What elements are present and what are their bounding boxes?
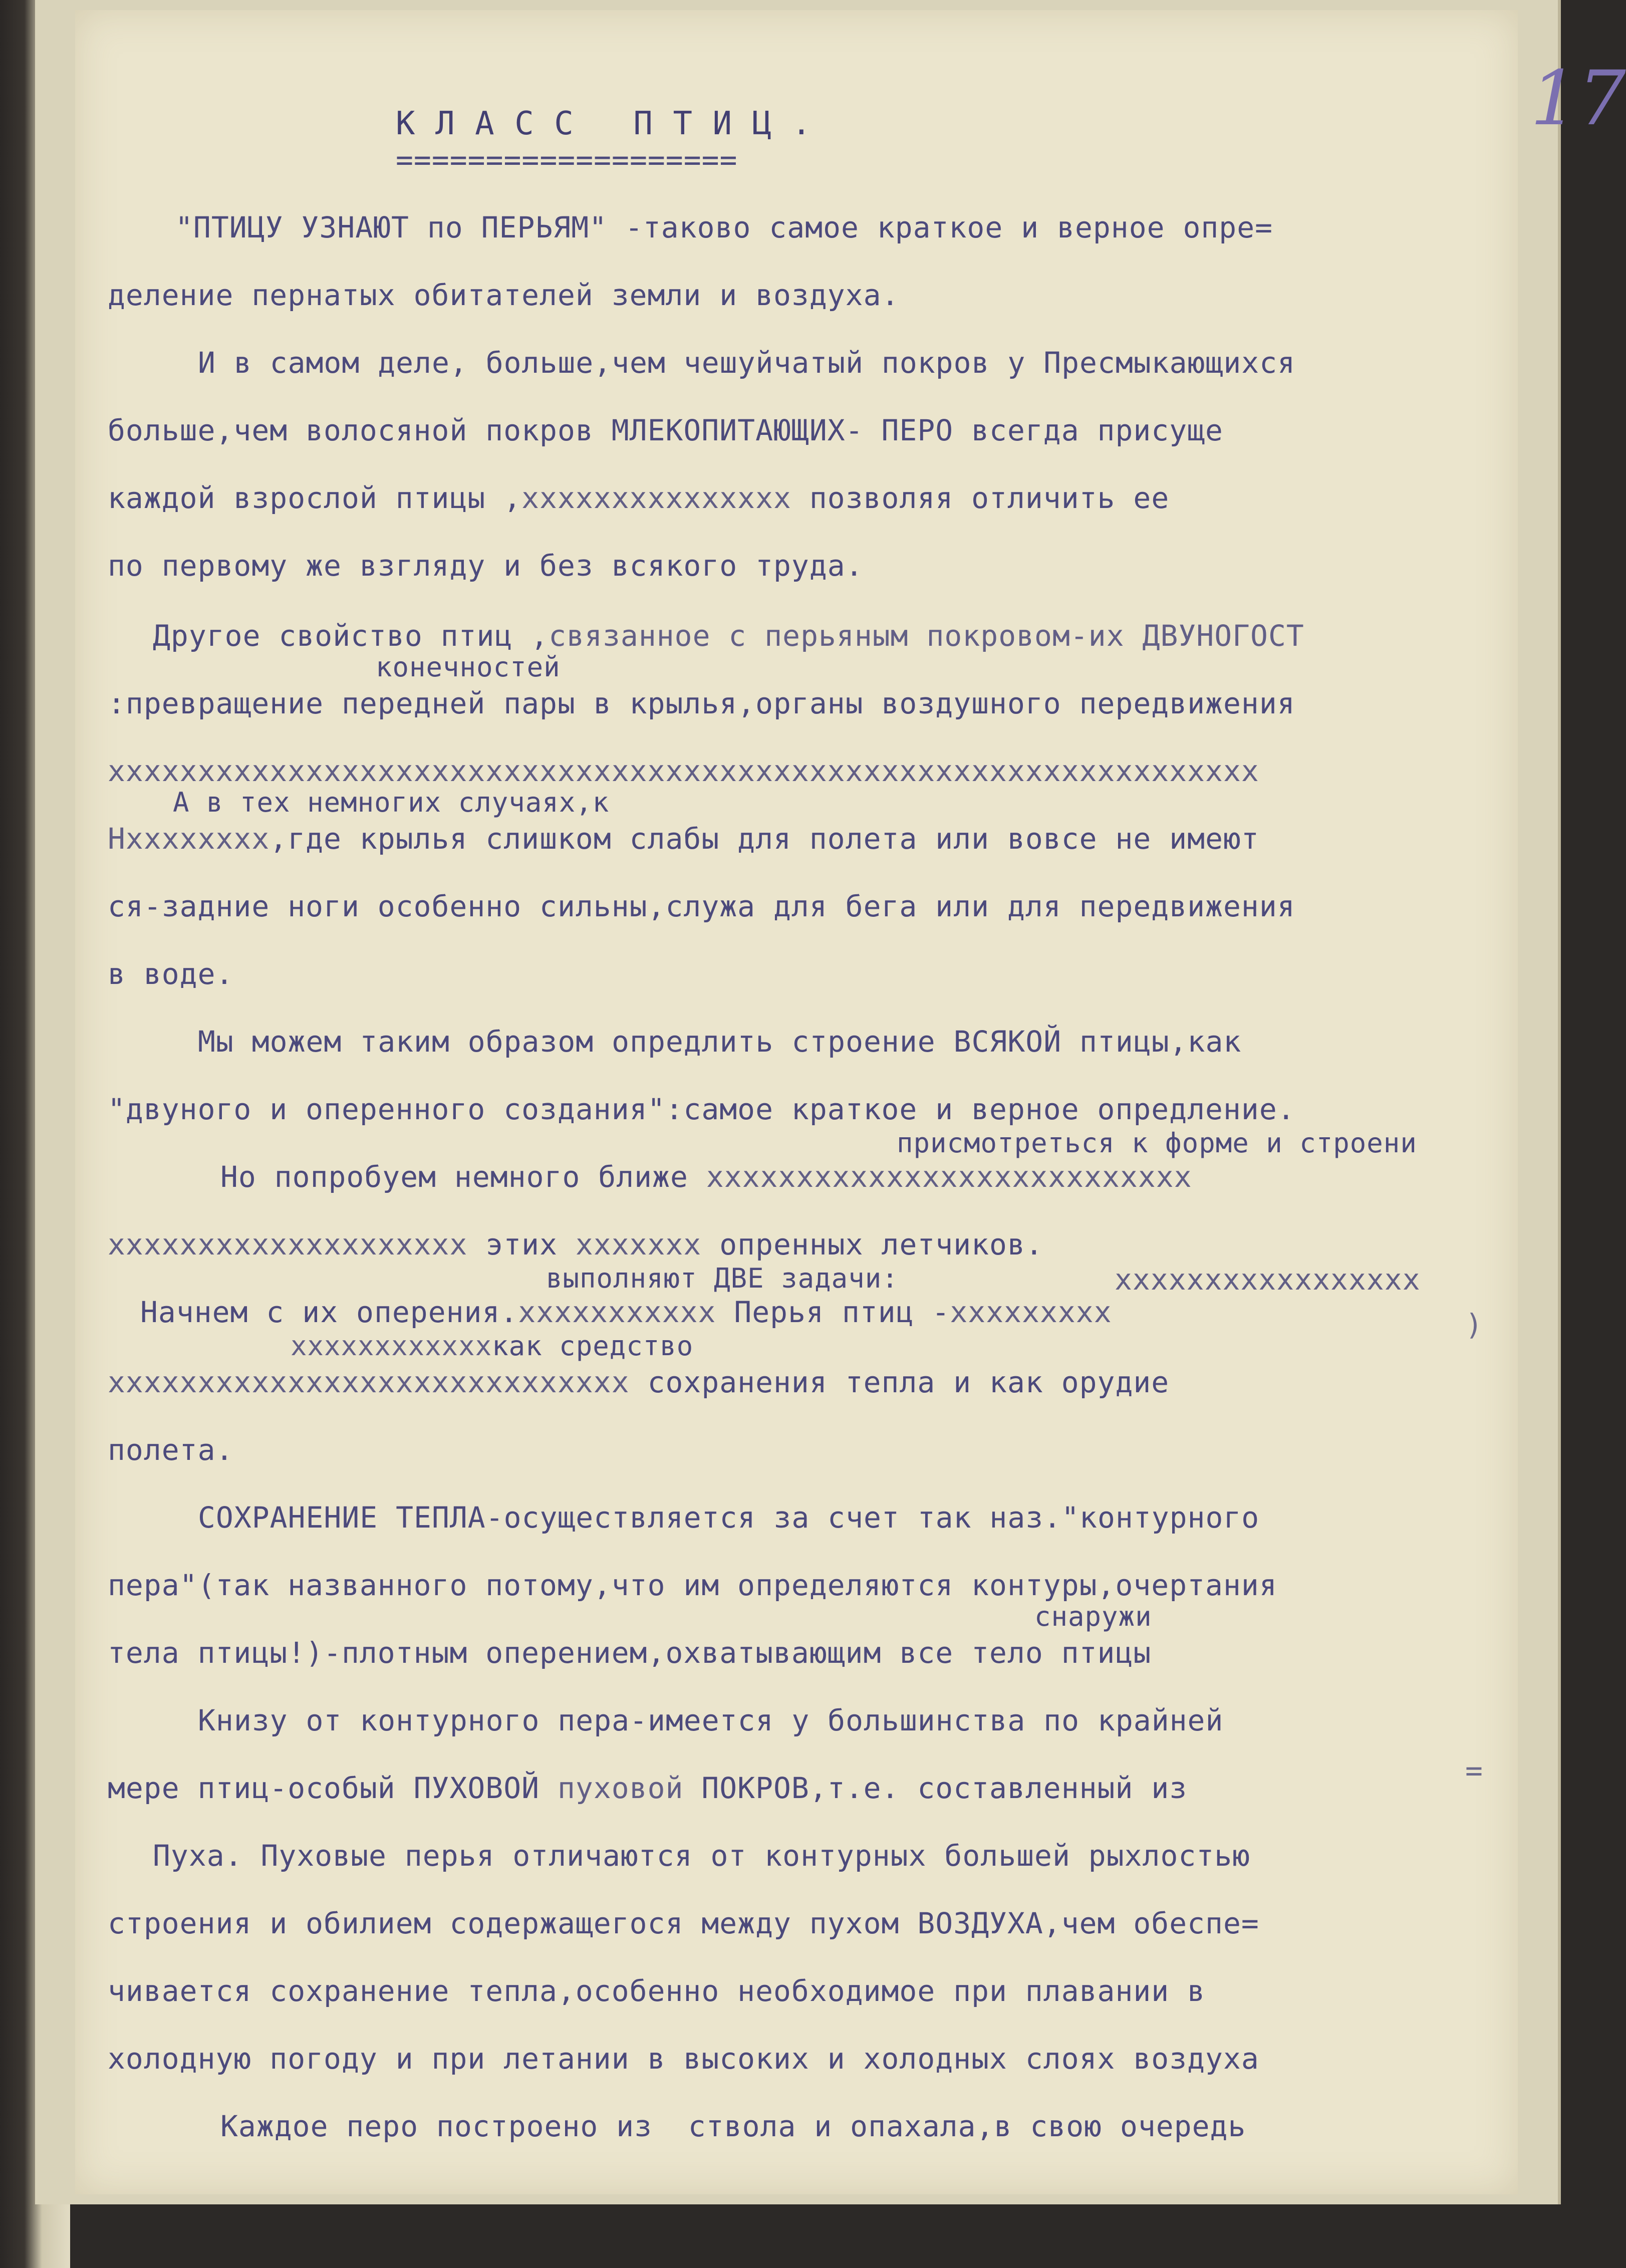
- struck-out-text: ххххххххххх: [518, 1295, 716, 1329]
- text-fragment: как средство: [492, 1330, 694, 1362]
- text-line: по первому же взгляду и без всякого труда.: [108, 549, 864, 583]
- text-line: [108, 1227, 1043, 1262]
- text-line: Книзу от контурного пера-имеется у большинства по крайней: [198, 1703, 1224, 1737]
- text-line: тела птицы!)-плотным оперением,охватывающим все тело птицы: [108, 1636, 1152, 1670]
- struck-out-text: ххххххх: [575, 1227, 702, 1262]
- text-line: холодную погоду и при летании в высоких и холодных слоях воздуха: [108, 2042, 1259, 2076]
- text-line: деление пернатых обитателей земли и воздуха.: [108, 278, 900, 312]
- title-underline: ===================: [396, 143, 738, 177]
- text-fragment: мере птиц-особый ПУХОВОЙ: [108, 1771, 558, 1805]
- page-title: К Л А С С П Т И Ц .: [396, 105, 812, 142]
- text-fragment: этих: [467, 1227, 576, 1262]
- folio-number: 17: [1530, 55, 1626, 142]
- text-fragment: ,где крылья слишком слабы для полета или вовсе не имеют: [269, 822, 1259, 856]
- text-line: чивается сохранение тепла,особенно необходимое при плавании в: [108, 1974, 1206, 2008]
- text-line: [108, 822, 1259, 856]
- text-line: И в самом деле, больше,чем чешуйчатый покров у Пресмыкающихся: [198, 346, 1296, 380]
- text-fragment: каждой взрослой птицы ,: [108, 481, 522, 515]
- document-page: [75, 10, 1626, 2194]
- text-line: [153, 619, 1304, 653]
- text-line: в воде.: [108, 957, 234, 991]
- text-line: "ПТИЦУ УЗНАЮТ по ПЕРЬЯМ" -таково самое краткое и верное опре=: [175, 210, 1273, 244]
- text-line: [140, 1295, 1112, 1329]
- struck-out-text: ххххххххххххххх: [521, 481, 791, 515]
- text-line: [108, 1771, 1188, 1805]
- text-line: Каждое перо построено из ствола и опахала,в свою очередь: [220, 2109, 1246, 2143]
- struck-out-line: хххххххххххххххххххххххххххххххххххххххххххххххххххххххххххххххх: [108, 754, 1259, 788]
- inserted-text: [291, 1330, 694, 1362]
- struck-out-text: ххххххххххххххххх: [1115, 1263, 1421, 1297]
- text-line: больше,чем волосяной покров МЛЕКОПИТАЮЩИХ- ПЕРО всегда присуще: [108, 413, 1223, 447]
- text-fragment: Другое свойство птиц ,: [153, 619, 549, 653]
- text-line: [108, 483, 1169, 513]
- inserted-text: присмотреться к форме и строени: [897, 1127, 1417, 1159]
- text-line: [108, 1365, 1170, 1399]
- inserted-text: конечностей: [376, 651, 561, 683]
- text-line: строения и обилием содержащегося между пухом ВОЗДУХА,чем обеспе=: [108, 1906, 1259, 1940]
- text-fragment: позволяя отличить ее: [791, 481, 1170, 515]
- struck-out-text: пуховой: [557, 1771, 684, 1805]
- struck-out-text: Нхххххххх: [108, 822, 270, 856]
- inserted-text: снаружи: [1034, 1601, 1152, 1632]
- struck-out-text: ххххххххххххххххххххххххххх: [706, 1160, 1192, 1194]
- text-fragment: Перья птиц -: [716, 1295, 950, 1329]
- text-line: [220, 1160, 1192, 1194]
- struck-out-text: ххххххххх: [950, 1295, 1112, 1329]
- text-fragment: ПОКРОВ,т.е. составленный из: [683, 1771, 1188, 1805]
- inserted-text: А в тех немногих случаях,к: [173, 787, 610, 818]
- text-line: :превращение передней пары в крылья,органы воздушного передвижения: [108, 686, 1295, 720]
- text-line: Мы можем таким образом опредлить строение ВСЯКОЙ птицы,как: [198, 1025, 1242, 1059]
- margin-mark: =: [1465, 1753, 1483, 1788]
- struck-out-text: ххххххххххххххххххххххххххххх: [108, 1365, 630, 1399]
- struck-out-text: связанное с перьяным покровом-их ДВУНОГОСТ: [549, 619, 1304, 653]
- text-fragment: сохранения тепла и как орудие: [629, 1365, 1170, 1399]
- text-fragment: опренных летчиков.: [701, 1227, 1043, 1262]
- text-fragment: Начнем с их оперения.: [140, 1295, 518, 1329]
- inserted-text: выполняют ДВЕ задачи:: [546, 1263, 899, 1294]
- margin-mark: ): [1465, 1308, 1483, 1342]
- text-line: пера"(так названного потому,что им определяются контуры,очертания: [108, 1568, 1277, 1602]
- text-line: полета.: [108, 1433, 234, 1467]
- struck-out-text: хххххххххххххххххххх: [108, 1227, 468, 1262]
- text-line: Пуха. Пуховые перья отличаются от контурных большей рыхлостью: [153, 1839, 1251, 1873]
- text-line: СОХРАНЕНИЕ ТЕПЛА-осуществляется за счет так наз."контурного: [198, 1500, 1260, 1535]
- text-fragment: Но попробуем немного ближе: [220, 1160, 706, 1194]
- struck-out-text: хххххххххххх: [291, 1330, 492, 1362]
- text-line: "двуного и оперенного создания":самое краткое и верное опредление.: [108, 1092, 1295, 1126]
- text-line: ся-задние ноги особенно сильны,служа для бега или для передвижения: [108, 889, 1295, 923]
